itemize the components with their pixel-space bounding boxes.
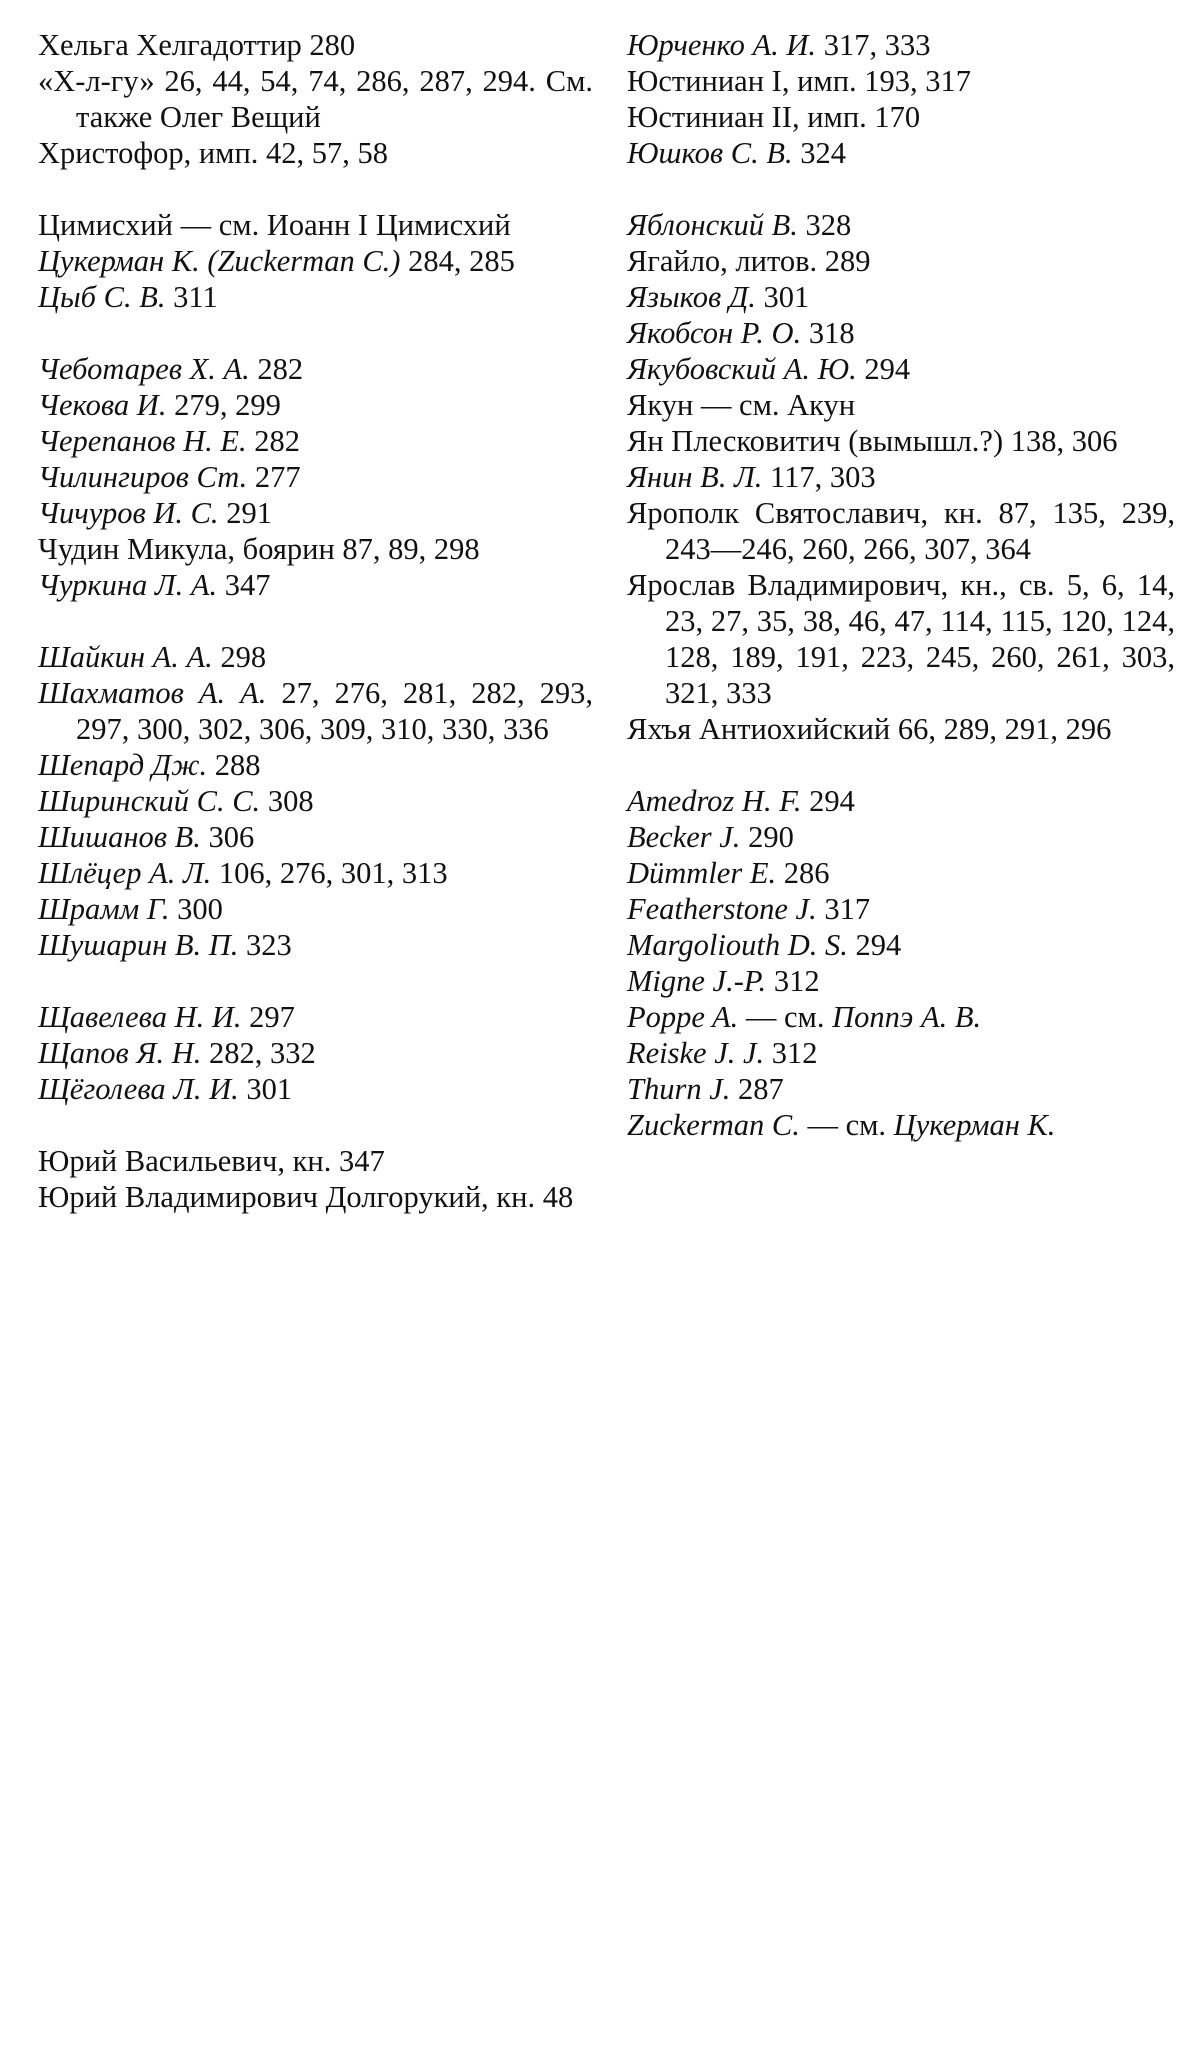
index-entry xyxy=(38,855,593,891)
entry-text: 297 xyxy=(241,1000,295,1034)
entry-text: 290 xyxy=(740,820,794,854)
entry-text: 317 xyxy=(816,892,871,926)
entry-text: 288 xyxy=(207,748,261,782)
entry-author-name: Thurn J. xyxy=(627,1072,731,1106)
index-letter-group xyxy=(627,27,1175,171)
entry-author-name: Юшков С. В. xyxy=(627,136,793,170)
index-entry xyxy=(38,1143,593,1179)
entry-text: 282, 332 xyxy=(201,1036,316,1070)
entry-cross-reference: Поппэ А. В. xyxy=(832,1000,982,1034)
index-letter-group xyxy=(38,207,593,315)
index-entry xyxy=(627,819,1175,855)
index-entry xyxy=(38,423,593,459)
index-entry xyxy=(38,927,593,963)
index-entry xyxy=(627,315,1175,351)
entry-author-name: Шахматов А. А. xyxy=(38,676,267,710)
index-entry xyxy=(38,207,593,243)
entry-text: Якун — см. Акун xyxy=(627,388,856,422)
index-entry xyxy=(38,459,593,495)
entry-text: 312 xyxy=(766,964,820,998)
entry-text: 286 xyxy=(776,856,830,890)
entry-text: 311 xyxy=(165,280,218,314)
index-entry xyxy=(627,567,1175,711)
entry-text: 308 xyxy=(260,784,314,818)
entry-author-name: Шепард Дж. xyxy=(38,748,208,782)
index-entry xyxy=(38,135,593,171)
index-entry xyxy=(627,999,1175,1035)
entry-text: 282 xyxy=(249,352,304,386)
entry-author-name: Щапов Я. Н. xyxy=(38,1036,202,1070)
index-entry xyxy=(627,495,1175,567)
entry-author-name: Шушарин В. П. xyxy=(38,928,239,962)
entry-author-name: Чуркина Л. А. xyxy=(38,568,218,602)
index-entry xyxy=(38,567,593,603)
entry-text: 318 xyxy=(801,316,855,350)
entry-text: Ярослав Владимирович, кн., св. 5, 6, 14, 23, 27, 35, 38, 46, 47, 114, 115, 120, 124, 128, 189, 191, 223, 245, 260, 261, 303, 321, 333 xyxy=(627,568,1175,710)
index-entry xyxy=(38,531,593,567)
entry-text: Ярополк Святославич, кн. 87, 135, 239, 243—246, 260, 266, 307, 364 xyxy=(627,496,1175,566)
index-entry xyxy=(627,243,1175,279)
index-entry xyxy=(38,819,593,855)
index-entry xyxy=(627,783,1175,819)
index-entry xyxy=(627,387,1175,423)
entry-text: 300 xyxy=(169,892,223,926)
index-entry xyxy=(627,63,1175,99)
entry-author-name: Шлёцер А. Л. xyxy=(38,856,212,890)
entry-text: 323 xyxy=(238,928,292,962)
entry-author-name: Amedroz H. F. xyxy=(627,784,802,818)
index-entry xyxy=(38,351,593,387)
index-entry xyxy=(38,495,593,531)
index-entry xyxy=(38,27,593,63)
index-entry xyxy=(627,135,1175,171)
entry-text: 284, 285 xyxy=(400,244,515,278)
index-column-left xyxy=(38,27,593,1215)
index-entry xyxy=(627,855,1175,891)
entry-text: Ягайло, литов. 289 xyxy=(627,244,871,278)
index-letter-group xyxy=(627,207,1175,747)
index-entry xyxy=(38,387,593,423)
entry-text: 287 xyxy=(730,1072,784,1106)
index-column-right xyxy=(627,27,1175,1143)
entry-author-name: Becker J. xyxy=(627,820,741,854)
entry-text: 27, 276, 281, 282, 293, 297, 300, 302, 306, 309, 310, 330, 336 xyxy=(76,676,594,746)
index-entry xyxy=(38,1179,593,1215)
entry-text: 294 xyxy=(801,784,855,818)
entry-author-name: Якубовский А. Ю. xyxy=(627,352,857,386)
entry-author-name: Щёголева Л. И. xyxy=(38,1072,239,1106)
entry-author-name: Zuckerman C. xyxy=(627,1108,800,1142)
entry-author-name: Шрамм Г. xyxy=(38,892,170,926)
entry-text: 106, 276, 301, 313 xyxy=(211,856,448,890)
entry-author-name: Щавелева Н. И. xyxy=(38,1000,242,1034)
index-entry xyxy=(627,963,1175,999)
entry-author-name: Margoliouth D. S. xyxy=(627,928,848,962)
entry-text: 282 xyxy=(246,424,300,458)
entry-text: Юстиниан II, имп. 170 xyxy=(627,100,921,134)
entry-author-name: Ширинский С. С. xyxy=(38,784,261,818)
entry-author-name: Яблонский В. xyxy=(627,208,798,242)
index-entry xyxy=(627,459,1175,495)
index-entry xyxy=(38,279,593,315)
entry-text: 298 xyxy=(212,640,267,674)
entry-text: Ян Плесковитич (вымышл.?) 138, 306 xyxy=(627,424,1118,458)
entry-text: Юрий Владимирович Долгорукий, кн. 48 xyxy=(38,1180,574,1214)
entry-text: — см. xyxy=(738,1000,833,1034)
entry-text: 294 xyxy=(847,928,902,962)
index-entry xyxy=(627,927,1175,963)
entry-author-name: Черепанов Н. Е. xyxy=(38,424,247,458)
entry-text: Чудин Микула, боярин 87, 89, 298 xyxy=(38,532,480,566)
entry-author-name: Янин В. Л. xyxy=(627,460,763,494)
entry-text: 312 xyxy=(764,1036,818,1070)
index-entry xyxy=(38,63,593,135)
index-entry xyxy=(627,1107,1175,1143)
index-entry xyxy=(627,1071,1175,1107)
entry-text: 328 xyxy=(797,208,852,242)
entry-author-name: Featherstone J. xyxy=(627,892,817,926)
index-letter-group xyxy=(38,639,593,963)
index-entry xyxy=(38,783,593,819)
index-entry xyxy=(627,351,1175,387)
index-entry xyxy=(38,675,593,747)
entry-text: Цимисхий — см. Иоанн I Цимисхий xyxy=(38,208,511,242)
entry-text: 347 xyxy=(217,568,271,602)
entry-text: Юстиниан I, имп. 193, 317 xyxy=(627,64,972,98)
entry-author-name: Якобсон Р. О. xyxy=(627,316,802,350)
entry-text: Хельга Хелгадоттир 280 xyxy=(38,28,356,62)
index-entry xyxy=(627,99,1175,135)
index-entry xyxy=(627,1035,1175,1071)
index-entry xyxy=(38,1035,593,1071)
index-entry xyxy=(627,279,1175,315)
index-entry xyxy=(627,711,1175,747)
index-letter-group xyxy=(38,999,593,1107)
entry-author-name: Шайкин А. А. xyxy=(38,640,213,674)
index-entry xyxy=(38,639,593,675)
entry-author-name: Чичуров И. С. xyxy=(38,496,219,530)
entry-author-name: Цыб С. В. xyxy=(38,280,166,314)
index-entry xyxy=(38,747,593,783)
entry-text: 291 xyxy=(218,496,272,530)
entry-author-name: Dümmler E. xyxy=(627,856,777,890)
index-entry xyxy=(627,891,1175,927)
entry-text: 301 xyxy=(755,280,810,314)
entry-text: 301 xyxy=(238,1072,293,1106)
entry-text: 117, 303 xyxy=(762,460,876,494)
entry-author-name: Reiske J. J. xyxy=(627,1036,765,1070)
index-entry xyxy=(38,1071,593,1107)
entry-text: 294 xyxy=(856,352,911,386)
entry-text: — см. xyxy=(799,1108,894,1142)
entry-text: 279, 299 xyxy=(166,388,281,422)
entry-text: 324 xyxy=(792,136,846,170)
index-letter-group xyxy=(38,27,593,171)
entry-author-name: Шишанов В. xyxy=(38,820,201,854)
index-letter-group xyxy=(38,351,593,603)
entry-author-name: Цукерман К. (Zuckerman C.) xyxy=(38,244,401,278)
entry-text: 306 xyxy=(200,820,255,854)
index-entry xyxy=(627,207,1175,243)
entry-text: 277 xyxy=(247,460,301,494)
entry-text: Юрий Васильевич, кн. 347 xyxy=(38,1144,385,1178)
entry-text: «Х-л-гу» 26, 44, 54, 74, 286, 287, 294. См. также Олег Вещий xyxy=(38,64,593,134)
entry-author-name: Чилингиров Ст. xyxy=(38,460,248,494)
entry-author-name: Migne J.-P. xyxy=(627,964,767,998)
index-letter-group xyxy=(38,1143,593,1215)
entry-author-name: Чеботарев Х. А. xyxy=(38,352,250,386)
index-entry xyxy=(38,243,593,279)
entry-author-name: Чекова И. xyxy=(38,388,167,422)
index-entry xyxy=(38,999,593,1035)
index-entry xyxy=(627,27,1175,63)
entry-text: 317, 333 xyxy=(816,28,931,62)
index-entry xyxy=(38,891,593,927)
index-letter-group xyxy=(627,783,1175,1143)
index-entry xyxy=(627,423,1175,459)
entry-author-name: Poppe A. xyxy=(627,1000,739,1034)
entry-text: Христофор, имп. 42, 57, 58 xyxy=(38,136,389,170)
entry-author-name: Юрченко А. И. xyxy=(627,28,817,62)
entry-author-name: Языков Д. xyxy=(627,280,756,314)
entry-cross-reference: Цукерман К. xyxy=(893,1108,1056,1142)
entry-text: Яхъя Антиохийский 66, 289, 291, 296 xyxy=(627,712,1112,746)
